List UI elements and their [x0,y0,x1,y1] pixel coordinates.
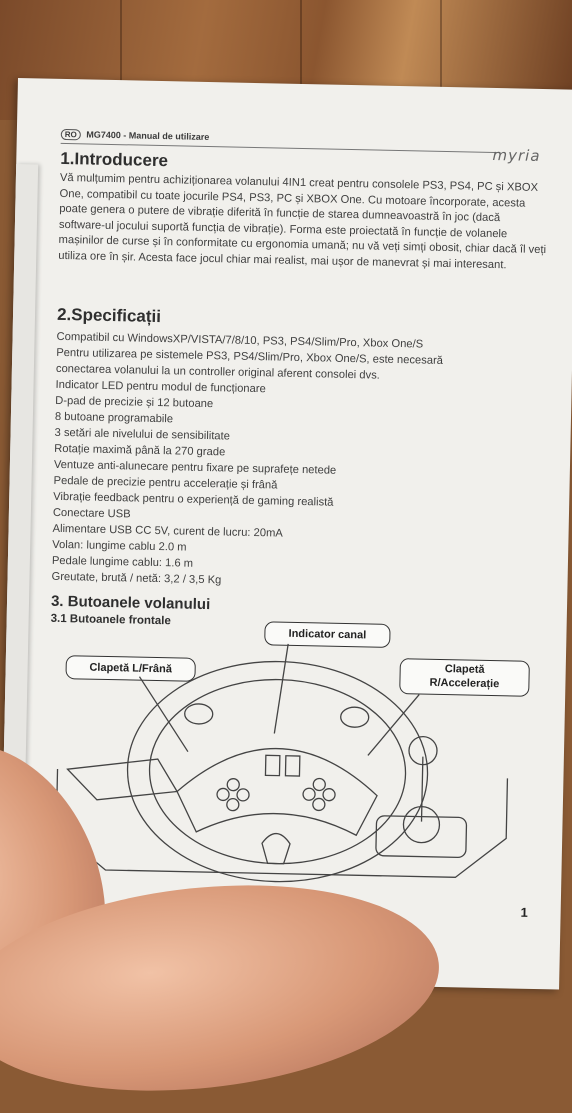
wheel-rim-inner [148,677,408,866]
gear-shifter-base [376,816,467,858]
spec-item: Rotație maximă până la 270 grade [54,442,226,459]
specs-list [51,329,544,595]
wheel-rim-outer [125,658,430,884]
intro-heading: 1.Introducere [60,148,169,171]
face-button-left [303,788,315,800]
spec-item: Volan: lungime cablu 2.0 m [52,538,187,554]
underlying-page-edge [2,164,38,854]
spec-item: Pentru utilizarea pe sistemele PS3, PS4/Slim/Pro, Xbox One/S, este necesară [56,346,444,367]
spec-item: 3 setări ale nivelului de sensibilitate [54,426,231,443]
gear-stick [422,757,423,822]
buttons-subheading: 3.1 Butoanele frontale [50,612,171,628]
spec-item: Pedale de precizie pentru accelerație și frână [53,474,278,492]
face-button-bottom [313,798,325,810]
page-header [61,129,531,150]
spec-item: 8 butoane programabile [54,410,174,426]
spec-item: Ventuze anti-alunecare pentru fixare pe suprafețe netede [53,458,337,477]
face-button-top [313,778,325,790]
language-badge: RO [61,129,81,140]
callout-left-paddle: Clapetă L/Frână [65,655,195,682]
dpad-up [227,779,239,791]
specs-heading: 2.Specificații [56,304,162,327]
callout-channel-indicator: Indicator canal [264,621,390,648]
spec-item: conectarea volanului la un controller original aferent consolei dvs. [55,362,380,382]
channel-led-2 [285,756,299,776]
page-number: 1 [520,904,529,920]
left-top-button [185,704,213,725]
intro-paragraph: Vă mulțumim pentru achiziționarea volanului 4IN1 creat pentru consolele PS3, PS4, PC și XBOX One, compatibil cu toate jocurile PS4, PS3, PC și XBOX One. Cu motoare încorporate, acesta poate genera o putere de vibrație diferită în funcție de starea dumneavoastră în joc (dacă software-ul jocului suportă funcția de vibrație). Forma este proiectată în funcție de volanele mașinilor de curse și în conformitate cu ergonomia umană; nu vă veți simți obosit, chiar dacă îl veți utiliza ore în șir. Acesta face jocul chiar mai realist, mai ușor de manevrat și mai interesant. [58,171,547,272]
dpad-left [217,788,229,800]
spec-item: Greutate, brută / netă: 3,2 / 3,5 Kg [51,570,222,587]
channel-led [265,755,279,775]
callout-right-paddle: Clapetă R/Accelerație [399,658,530,697]
left-paddle-pointer-line [138,677,190,752]
wheel-hub [176,746,378,835]
center-spoke [262,833,291,864]
steering-wheel-diagram [35,639,520,889]
spec-item: Compatibil cu WindowsXP/VISTA/7/8/10, PS3, PS4/Slim/Pro, Xbox One/S [56,330,424,351]
manual-title: MG7400 - Manual de utilizare [86,129,210,143]
spec-item: Alimentare USB CC 5V, curent de lucru: 20mA [52,522,283,540]
dpad-right [237,789,249,801]
spec-item: Vibrație feedback pentru o experiență de gaming realistă [53,490,334,509]
spec-item: D-pad de precizie și 12 butoane [55,394,214,411]
dpad-down [227,799,239,811]
spec-item: Conectare USB [52,506,131,521]
right-top-button [340,707,368,728]
face-button-right [323,789,335,801]
wheel-base-left [67,757,178,801]
spec-item: Indicator LED pentru modul de funcționare [55,378,266,396]
spec-item: Pedale lungime cablu: 1.6 m [51,554,194,570]
buttons-heading: 3. Butoanele volanului [50,592,211,614]
brand-logo: myria [492,145,541,165]
channel-pointer-line [274,644,288,734]
